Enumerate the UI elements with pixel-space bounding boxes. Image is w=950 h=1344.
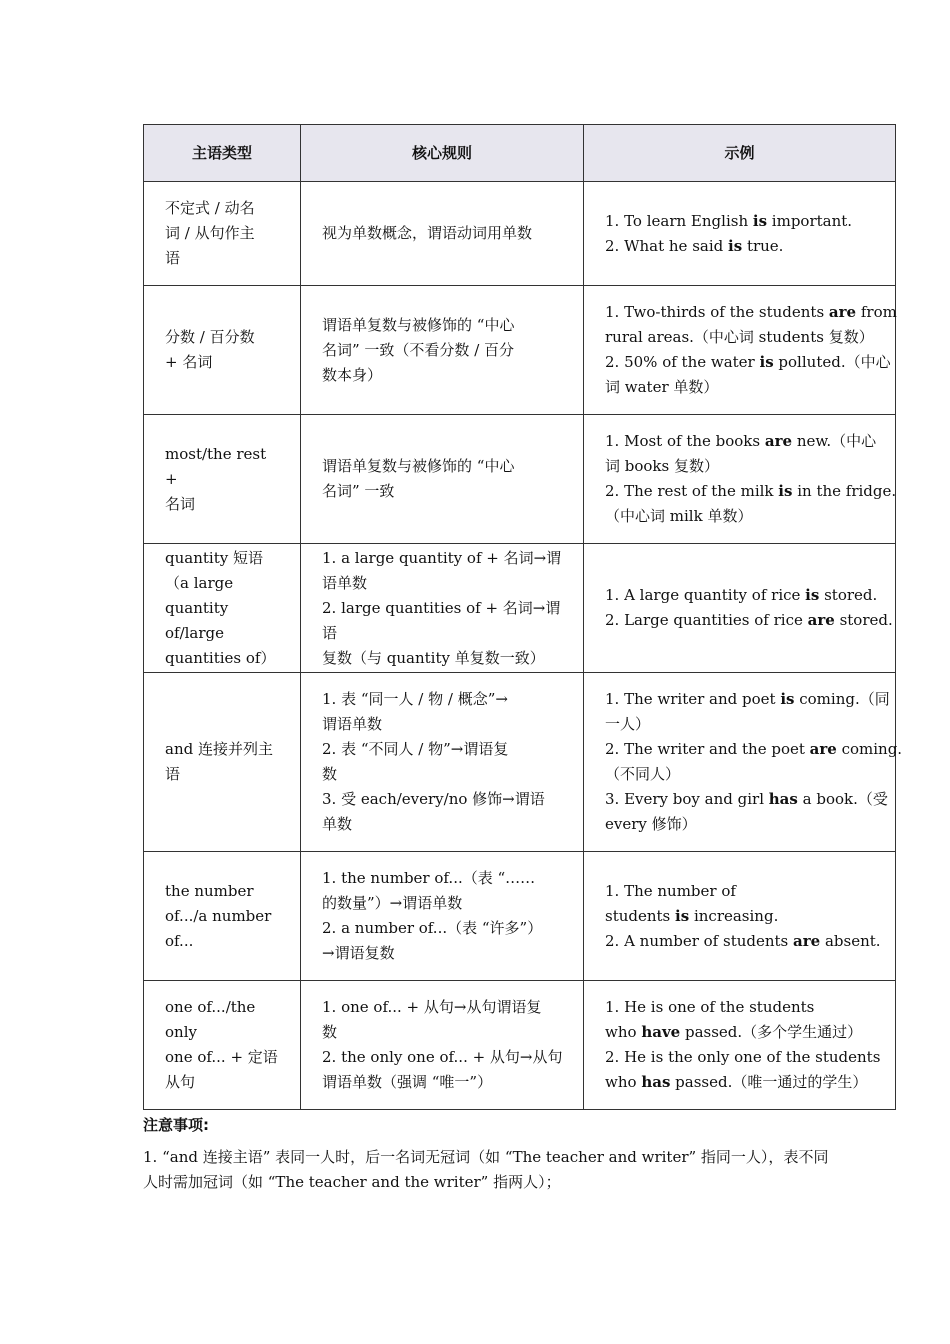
cell-example bbox=[584, 415, 896, 544]
subject-type-line: one of... + 定语 bbox=[165, 1048, 278, 1066]
rule-line: 1. one of... + 从句→从句谓语复 bbox=[322, 998, 542, 1016]
rule-line: 谓语单复数与被修饰的 “中心 bbox=[322, 457, 515, 475]
example-text: stored. bbox=[819, 586, 878, 604]
rule-line: 2. a number of...（表 “许多”） bbox=[322, 919, 543, 937]
example-text: 1. The number of bbox=[605, 881, 736, 900]
example-text: coming.（同 bbox=[794, 690, 890, 708]
example-text: 2. 50% of the water bbox=[605, 353, 760, 371]
grammar-table bbox=[143, 124, 903, 1110]
example-verb: are bbox=[807, 611, 835, 629]
table-row bbox=[144, 981, 896, 1110]
cell-example bbox=[584, 673, 903, 852]
example-line bbox=[605, 300, 897, 325]
rule-line: 数 bbox=[322, 765, 338, 783]
example-text: absent. bbox=[820, 931, 881, 950]
example-text: 1. Most of the books bbox=[605, 432, 765, 450]
example-line bbox=[605, 787, 888, 812]
example-line bbox=[605, 737, 903, 762]
cell-core-rule bbox=[301, 544, 584, 673]
cell-example bbox=[584, 981, 896, 1110]
example-line bbox=[605, 608, 893, 633]
note-item bbox=[143, 1145, 843, 1195]
header-core-rule: 核心规则 bbox=[301, 125, 584, 182]
example-verb: is bbox=[752, 211, 768, 230]
table-row bbox=[144, 286, 896, 415]
subject-type-line: the number bbox=[165, 881, 254, 900]
example-line bbox=[605, 234, 875, 259]
subject-type-line: （a large bbox=[165, 573, 234, 592]
notes-title: 注意事项: bbox=[143, 1116, 209, 1134]
rule-line: 1. a large quantity of + 名词→谓 bbox=[322, 548, 562, 567]
example-verb: is bbox=[805, 586, 820, 604]
example-verb: are bbox=[764, 432, 793, 450]
header-subject-type: 主语类型 bbox=[144, 125, 301, 182]
rule-line: 数 bbox=[322, 1023, 338, 1041]
subject-type-line: 分数 / 百分数 bbox=[165, 328, 255, 346]
cell-subject-type bbox=[144, 182, 301, 286]
cell-core-rule bbox=[301, 981, 584, 1110]
example-text: 3. Every boy and girl bbox=[605, 790, 769, 808]
example-text: 词 books 复数） bbox=[605, 457, 719, 475]
example-line bbox=[605, 904, 875, 929]
subject-type-line: quantity 短语 bbox=[165, 548, 263, 567]
cell-example bbox=[584, 852, 896, 981]
note-line: 1. “and 连接主语” 表同一人时，后一名词无冠词（如 “The teacher and writer” 指同一人）， bbox=[143, 1148, 784, 1166]
example-text: 1. To learn English bbox=[605, 211, 753, 230]
example-line bbox=[605, 504, 875, 529]
example-line bbox=[605, 325, 875, 350]
rule-line: 2. large quantities of + 名词→谓语 bbox=[322, 598, 561, 642]
cell-subject-type bbox=[144, 286, 301, 415]
cell-example bbox=[584, 286, 896, 415]
cell-subject-type bbox=[144, 415, 301, 544]
example-text: 一人） bbox=[605, 715, 651, 733]
example-text: who bbox=[605, 1023, 642, 1041]
example-line bbox=[605, 687, 890, 712]
subject-type-line: 语 bbox=[165, 249, 181, 267]
rule-line: 的数量”）→谓语单数 bbox=[322, 894, 463, 912]
example-line bbox=[605, 454, 875, 479]
example-verb: have bbox=[641, 1023, 681, 1041]
table-row bbox=[144, 182, 896, 286]
example-text: 2. A number of students bbox=[605, 931, 794, 950]
example-verb: is bbox=[728, 236, 743, 255]
cell-core-rule bbox=[301, 182, 584, 286]
header-example: 示例 bbox=[584, 125, 896, 182]
subject-type-line: + 名词 bbox=[165, 353, 213, 371]
rule-line: 2. 表 “不同人 / 物”→谓语复 bbox=[322, 740, 509, 758]
rule-line: 单数 bbox=[322, 815, 353, 833]
example-text: in the fridge. bbox=[792, 482, 897, 500]
rule-line: 视为单数概念，谓语动词用单数 bbox=[322, 224, 533, 242]
example-text: 2. The rest of the milk bbox=[605, 482, 779, 500]
subject-type-line: of... bbox=[165, 931, 194, 950]
example-text: 1. The writer and poet bbox=[605, 690, 781, 708]
example-text: （不同人） bbox=[605, 765, 681, 783]
example-line bbox=[605, 209, 875, 234]
example-text: rural areas.（中心词 students 复数） bbox=[605, 328, 874, 346]
example-text: true. bbox=[742, 236, 784, 255]
table-row bbox=[144, 544, 896, 673]
subject-type-line: of.../a number bbox=[165, 906, 272, 925]
cell-core-rule bbox=[301, 673, 584, 852]
subject-type-line: most/the rest + bbox=[165, 444, 267, 488]
example-line bbox=[605, 929, 881, 954]
example-verb: is bbox=[778, 482, 793, 500]
document-page bbox=[143, 124, 903, 1195]
rule-line: 1. 表 “同一人 / 物 / 概念”→ bbox=[322, 690, 508, 708]
table-header-row bbox=[144, 125, 896, 182]
example-text: 2. What he said bbox=[605, 236, 729, 255]
example-text: 2. Large quantities of rice bbox=[605, 611, 808, 629]
example-text: important. bbox=[767, 211, 853, 230]
example-verb: are bbox=[828, 303, 857, 321]
example-text: students bbox=[605, 906, 676, 925]
example-line bbox=[605, 375, 875, 400]
table-row bbox=[144, 415, 896, 544]
example-text: every 修饰） bbox=[605, 815, 697, 833]
subject-type-line: 词 / 从句作主 bbox=[165, 224, 255, 242]
subject-type-line: 名词 bbox=[165, 494, 196, 513]
example-line bbox=[605, 1020, 875, 1045]
example-text: 1. Two-thirds of the students bbox=[605, 303, 829, 321]
example-verb: is bbox=[675, 906, 690, 925]
subject-type-line: 不定式 / 动名 bbox=[165, 199, 255, 217]
cell-subject-type bbox=[144, 673, 301, 852]
notes-list bbox=[143, 1145, 895, 1195]
example-line bbox=[605, 429, 875, 454]
example-line bbox=[605, 879, 875, 904]
example-line bbox=[605, 1070, 875, 1095]
example-line bbox=[605, 1045, 881, 1070]
example-verb: are bbox=[793, 931, 821, 950]
rule-line: 复数（与 quantity 单复数一致） bbox=[322, 648, 545, 667]
example-text: （中心词 milk 单数） bbox=[605, 507, 753, 525]
example-line bbox=[605, 995, 875, 1020]
cell-example bbox=[584, 182, 896, 286]
rule-line: 数本身） bbox=[322, 365, 383, 384]
example-verb: are bbox=[809, 740, 837, 758]
example-text: 1. He is one of the students bbox=[605, 998, 815, 1016]
rule-line: 谓语单数（强调 “唯一”） bbox=[322, 1073, 493, 1091]
cell-core-rule bbox=[301, 415, 584, 544]
example-verb: has bbox=[768, 790, 798, 808]
rule-line: 名词” 一致（不看分数 / 百分 bbox=[322, 340, 515, 359]
example-text: 1. A large quantity of rice bbox=[605, 586, 806, 604]
subject-type-line: quantities of） bbox=[165, 648, 276, 667]
subject-type-line: 从句 bbox=[165, 1073, 196, 1091]
cell-subject-type bbox=[144, 981, 301, 1110]
example-text: 2. The writer and the poet bbox=[605, 740, 810, 758]
rule-line: 3. 受 each/every/no 修饰→谓语 bbox=[322, 790, 545, 808]
cell-subject-type bbox=[144, 852, 301, 981]
table-body bbox=[144, 182, 903, 1110]
rule-line: 语单数 bbox=[322, 573, 368, 592]
example-verb: is bbox=[780, 690, 795, 708]
example-line bbox=[605, 712, 875, 737]
cell-subject-type bbox=[144, 544, 301, 673]
example-text: who bbox=[605, 1073, 642, 1091]
example-text: coming. bbox=[836, 740, 903, 758]
example-text: increasing. bbox=[689, 906, 779, 925]
example-line bbox=[605, 583, 878, 608]
example-text: from bbox=[856, 303, 897, 321]
subject-type-line: one of.../the only bbox=[165, 998, 256, 1041]
example-text: 词 water 单数） bbox=[605, 378, 719, 396]
example-text: polluted.（中心 bbox=[773, 353, 891, 371]
example-text: passed.（多个学生通过） bbox=[680, 1023, 863, 1041]
rule-line: 1. the number of...（表 “…… bbox=[322, 869, 536, 887]
table-row bbox=[144, 852, 896, 981]
example-text: new.（中心 bbox=[792, 432, 877, 450]
example-text: stored. bbox=[834, 611, 893, 629]
note-line: 表不同人时需加冠词（如 “The teacher and the writer” 指两人）； bbox=[143, 1148, 829, 1191]
example-line bbox=[605, 350, 891, 375]
rule-line: 名词” 一致 bbox=[322, 482, 395, 500]
rule-line: 谓语单复数与被修饰的 “中心 bbox=[322, 315, 515, 334]
example-text: passed.（唯一通过的学生） bbox=[670, 1073, 868, 1091]
example-line bbox=[605, 812, 875, 837]
cell-example bbox=[584, 544, 896, 673]
subject-type-line: and 连接并列主 bbox=[165, 740, 273, 758]
rule-line: 谓语单数 bbox=[322, 715, 383, 733]
example-text: a book.（受 bbox=[797, 790, 888, 808]
example-verb: is bbox=[759, 353, 774, 371]
cell-core-rule bbox=[301, 852, 584, 981]
example-line bbox=[605, 479, 897, 504]
example-text: 2. He is the only one of the students bbox=[605, 1048, 881, 1066]
rule-line: →谓语复数 bbox=[322, 944, 395, 962]
example-line bbox=[605, 762, 875, 787]
subject-type-line: quantity of/large bbox=[165, 598, 229, 642]
example-verb: has bbox=[641, 1073, 671, 1091]
table-row bbox=[144, 673, 896, 852]
rule-line: 2. the only one of... + 从句→从句 bbox=[322, 1048, 563, 1066]
subject-type-line: 语 bbox=[165, 765, 181, 783]
cell-core-rule bbox=[301, 286, 584, 415]
